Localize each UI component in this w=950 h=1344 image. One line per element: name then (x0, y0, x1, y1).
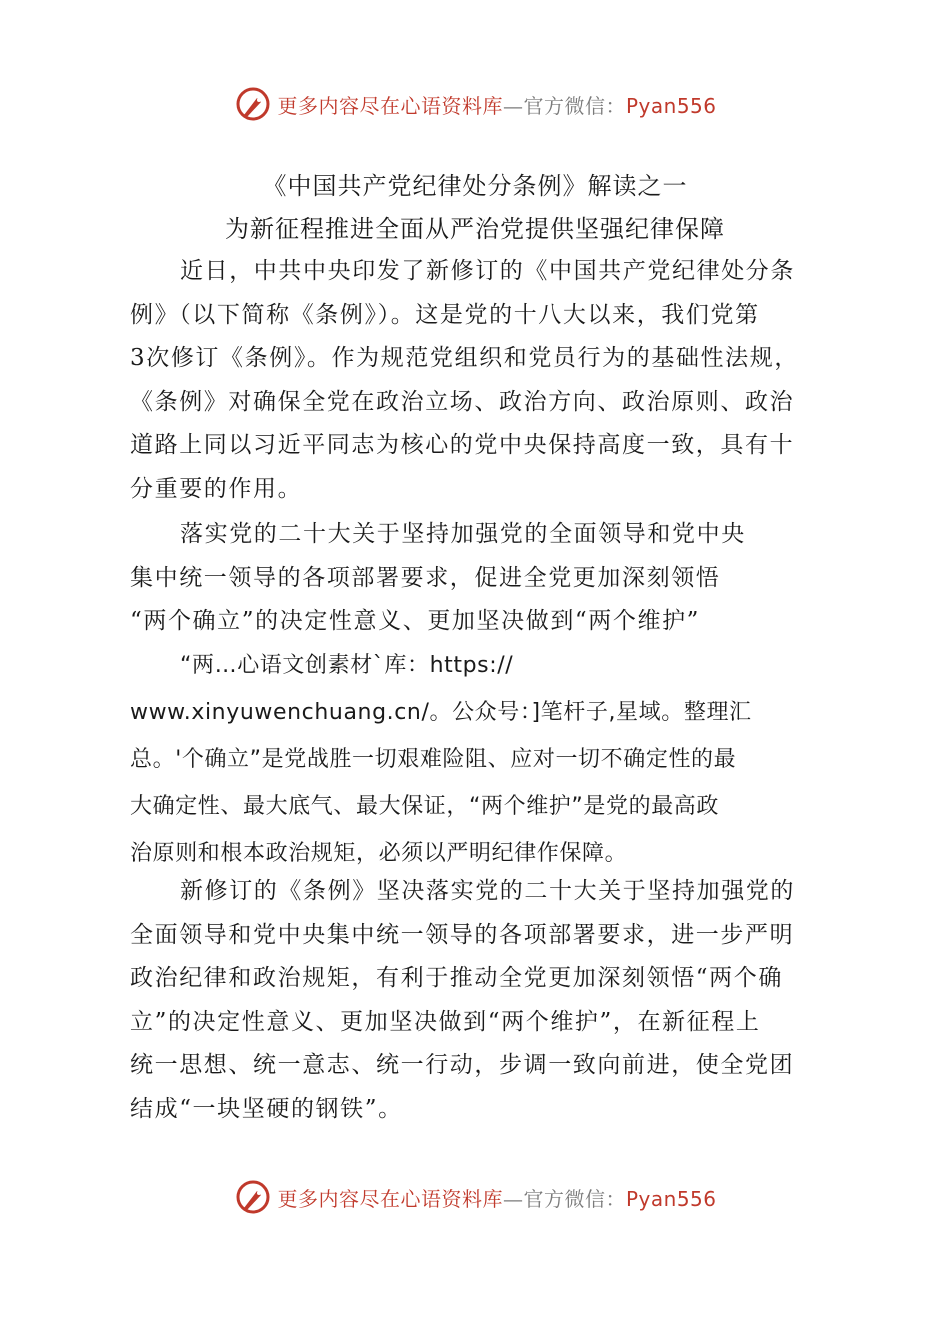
paragraph-line: 治原则和根本政治规矩，必须以严明纪律作保障。 (130, 841, 628, 866)
footer-watermark-banner (0, 1177, 950, 1217)
banner-sub-text: 官方微信： (523, 93, 626, 118)
paragraph-line: 集中统一领导的各项部署要求，促进全党更加深刻领悟 (130, 564, 721, 591)
paragraph-line: 结成“一块坚硬的钢铁”。 (130, 1095, 403, 1122)
paragraph-line: 政治纪律和政治规矩，有利于推动全党更加深刻领悟“两个确 (130, 965, 783, 991)
banner-dash: — (502, 93, 524, 118)
banner-main-text: 更多内容尽在心语资料库 (277, 1186, 503, 1211)
banner-main-text: 更多内容尽在心语资料库 (277, 93, 503, 118)
paragraph-line: 《条例》对确保全党在政治立场、政治方向、政治原则、政治 (130, 388, 795, 415)
banner-text (277, 90, 716, 119)
paragraph-2 (130, 513, 820, 644)
document-title: 《中国共产党纪律处分条例》解读之一 (262, 172, 688, 200)
pen-nib-logo-icon (233, 1177, 273, 1217)
paragraph-4 (130, 870, 820, 1131)
header-watermark-banner (0, 84, 950, 124)
paragraph-line: 立”的决定性意义、更加坚决做到“两个维护”，在新征程上 (130, 1008, 761, 1035)
banner-text (277, 1183, 716, 1212)
paragraph-line: 落实党的二十大关于坚持加强党的全面领导和党中央 (180, 521, 746, 547)
banner-wechat-id: Pyan556 (625, 93, 717, 118)
paragraph-line: 新修订的《条例》坚决落实党的二十大关于坚持加强党的 (180, 878, 795, 904)
paragraph-line: 统一思想、统一意志、统一行动，步调一致向前进，使全党团 (130, 1052, 795, 1078)
paragraph-line: 全面领导和党中央集中统一领导的各项部署要求，进一步严明 (130, 921, 795, 948)
banner-wechat-id: Pyan556 (625, 1186, 717, 1211)
paragraph-3 (130, 642, 820, 877)
paragraph-line: 大确定性、最大底气、最大保证，“两个维护”是党的最高政 (130, 794, 719, 819)
paragraph-line: “两个确立”的决定性意义、更加坚决做到“两个维护” (130, 608, 701, 634)
paragraph-line: 总。'个确立”是党战胜一切艰难险阻、应对一切不确定性的最 (130, 747, 737, 772)
banner-dash: — (502, 1186, 524, 1211)
paragraph-line: 例》（以下简称《条例》）。这是党的十八大以来，我们党第 (130, 301, 760, 328)
paragraph-line: www.xinyuwenchuang.cn/。公众号：]笔杆子,星域。整理汇 (130, 700, 752, 725)
document-subtitle: 为新征程推进全面从严治党提供坚强纪律保障 (225, 215, 725, 243)
paragraph-line: 分重要的作用。 (130, 475, 303, 502)
paragraph-1 (130, 250, 820, 511)
banner-sub-text: 官方微信： (523, 1186, 626, 1211)
paragraph-line: 近日，中共中央印发了新修订的《中国共产党纪律处分条 (180, 258, 795, 284)
paragraph-line: 道路上同以习近平同志为核心的党中央保持高度一致，具有十 (130, 432, 795, 458)
paragraph-line: “两…心语文创素材`库：https:// (180, 653, 514, 678)
pen-nib-logo-icon (233, 84, 273, 124)
paragraph-line: 3次修订《条例》。作为规范党组织和党员行为的基础性法规， (130, 345, 799, 371)
